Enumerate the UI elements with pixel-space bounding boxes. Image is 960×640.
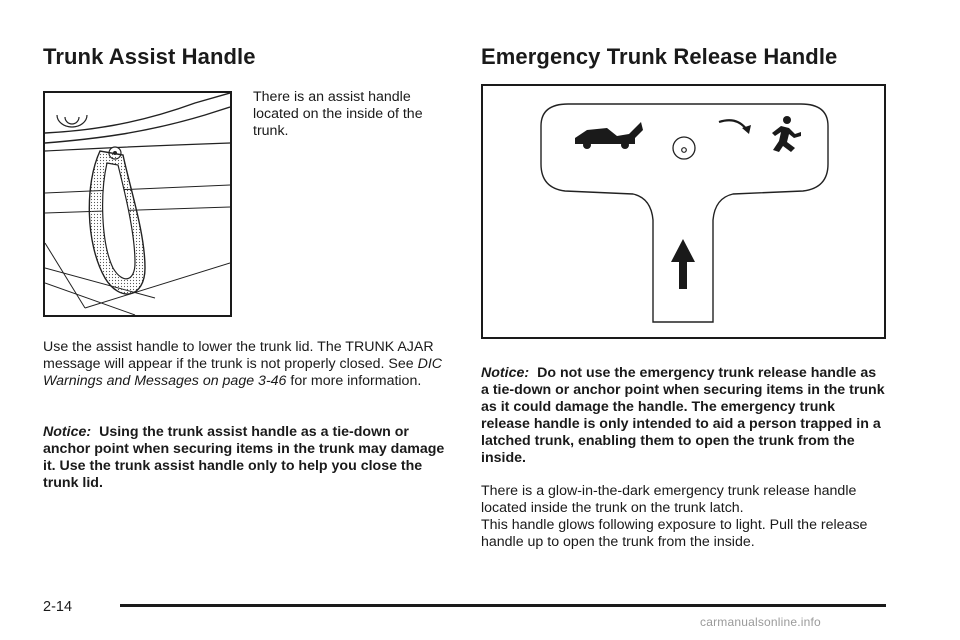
site-watermark: carmanualsonline.info bbox=[700, 615, 821, 629]
dic-warnings-reference: DIC Warnings and Messages on page 3-46 bbox=[43, 356, 443, 389]
notice-label: Notice: bbox=[481, 365, 530, 381]
notice-text: Using the trunk assist handle as a tie-down or anchor point when securing items in the trunk may damage it. Use the trunk assist handle only to help you close the trunk lid. bbox=[43, 424, 445, 491]
assist-handle-location-text: There is an assist handle located on the inside of the trunk. bbox=[253, 89, 423, 139]
notice-text: Do not use the emergency trunk release handle as a tie-down or anchor point when securing items in the trunk as it could damage the handle. The emergency trunk release handle is only intended to aid a person trapped in a latched trunk, enabling them to open the trunk from the inside. bbox=[481, 365, 885, 466]
pull-handle-instruction-text: This handle glows following exposure to light. Pull the release handle up to open the trunk from the inside. bbox=[481, 517, 868, 550]
footer-rule bbox=[120, 604, 886, 607]
lock-cylinder-icon bbox=[673, 137, 695, 159]
assist-handle-drawing bbox=[45, 93, 230, 315]
assist-handle-notice bbox=[43, 424, 459, 492]
glow-handle-location-text: There is a glow-in-the-dark emergency trunk release handle located inside the trunk on the trunk latch. bbox=[481, 483, 857, 516]
trunk-assist-heading: Trunk Assist Handle bbox=[43, 44, 256, 69]
notice-label: Notice: bbox=[43, 424, 92, 440]
page-number: 2-14 bbox=[43, 599, 73, 615]
assist-handle-illustration bbox=[43, 91, 232, 317]
usage-text-end: for more information. bbox=[286, 373, 422, 389]
usage-text-start: Use the assist handle to lower the trunk lid. The TRUNK AJAR message will appear if the trunk is not properly closed. See bbox=[43, 339, 434, 372]
emergency-release-heading: Emergency Trunk Release Handle bbox=[481, 44, 838, 69]
release-handle-illustration bbox=[481, 84, 886, 339]
release-handle-notice bbox=[481, 365, 886, 467]
release-handle-drawing bbox=[483, 86, 884, 337]
assist-handle-usage-text bbox=[43, 339, 459, 390]
